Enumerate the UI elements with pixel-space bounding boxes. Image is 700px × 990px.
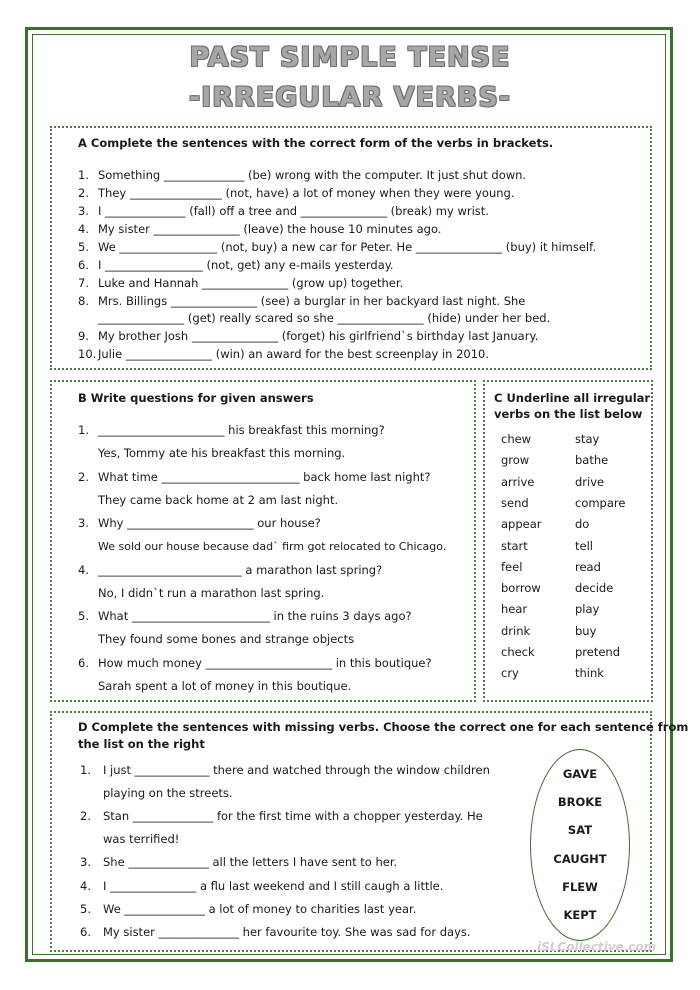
section-d-heading-line1: D Complete the sentences with missing verbs. Choose the correct one for each sentence from (78, 720, 689, 734)
option-word: FLEW (562, 880, 598, 894)
verb-word: decide (575, 581, 614, 595)
verb-word: compare (575, 496, 626, 510)
verb-word: borrow (501, 581, 541, 595)
a-item-text: I _________________ (not, get) any e-mails yesterday. (98, 258, 394, 272)
verb-word: pretend (575, 645, 621, 659)
a-item-number: 8. (78, 294, 89, 308)
b-question: What ________________________ in the ruins 3 days ago? (98, 609, 412, 623)
a-item-text: Something ______________ (be) wrong with the computer. It just shut down. (98, 168, 527, 182)
b-question: Why ______________________ our house? (98, 516, 321, 530)
option-word: BROKE (557, 795, 603, 809)
b-question: How much money ______________________ in this boutique? (98, 656, 432, 670)
b-item-number: 2. (78, 470, 89, 484)
verb-word: feel (501, 560, 523, 574)
a-item-number: 6. (78, 258, 89, 272)
verb-word: arrive (501, 475, 535, 489)
a-item-number: 9. (78, 329, 89, 343)
a-item-text: We _________________ (not, buy) a new car for Peter. He _______________ (buy) it himself. (98, 240, 596, 254)
verb-word: check (501, 645, 535, 659)
d-item-text: My sister ______________ her favourite toy. She was sad for days. (103, 925, 471, 939)
a-item-number: 7. (78, 276, 89, 290)
b-answer: They came back home at 2 am last night. (98, 493, 339, 507)
b-answer: We sold our house because dad` firm got relocated to Chicago. (98, 540, 447, 553)
d-item-text: She ______________ all the letters I have sent to her. (103, 855, 398, 869)
verb-word: stay (575, 432, 600, 446)
verb-word: buy (575, 624, 597, 638)
b-question: What time ________________________ back home last night? (98, 470, 431, 484)
b-item-number: 6. (78, 656, 89, 670)
d-item-text-continued: playing on the streets. (103, 786, 233, 800)
verb-word: grow (501, 453, 530, 467)
section-b-heading: B Write questions for given answers (78, 391, 314, 405)
b-item-number: 5. (78, 609, 89, 623)
a-item-number: 4. (78, 222, 89, 236)
d-item-text: We ______________ a lot of money to charities last year. (103, 902, 417, 916)
verb-word: tell (575, 539, 593, 553)
a-item-text: My sister _______________ (leave) the house 10 minutes ago. (98, 222, 442, 236)
b-answer: Sarah spent a lot of money in this boutique. (98, 679, 352, 693)
b-question: _________________________ a marathon last spring? (98, 563, 383, 577)
verb-word: chew (501, 432, 532, 446)
b-item-number: 1. (78, 423, 89, 437)
option-word: SAT (567, 823, 593, 837)
d-item-number: 1. (80, 763, 91, 777)
a-item-text: Luke and Hannah _______________ (grow up) together. (98, 276, 404, 290)
a-item-number: 5. (78, 240, 89, 254)
verb-word: do (575, 517, 590, 531)
b-item-number: 4. (78, 563, 89, 577)
a-item-number: 2. (78, 186, 89, 200)
verb-word: bathe (575, 453, 609, 467)
page-title-line2: -IRREGULAR VERBS- (188, 82, 511, 113)
a-item-text: Julie _______________ (win) an award for the best screenplay in 2010. (98, 347, 490, 361)
verb-word: hear (501, 602, 528, 616)
a-item-text: My brother Josh _______________ (forget) his girlfriend`s birthday last January. (98, 329, 539, 343)
verb-word: think (575, 666, 604, 680)
a-item-text: They ________________ (not, have) a lot of money when they were young. (98, 186, 515, 200)
b-answer: They found some bones and strange objects (98, 632, 355, 646)
option-word: GAVE (562, 767, 598, 781)
option-word: KEPT (563, 908, 597, 922)
section-c-heading-line2: verbs on the list below (494, 407, 643, 421)
d-item-number: 3. (80, 855, 91, 869)
d-item-text: I just _____________ there and watched through the window children (103, 763, 490, 777)
a-item-number: 1. (78, 168, 89, 182)
d-item-text-continued: was terrified! (103, 832, 180, 846)
watermark: iSLCollective.com (537, 940, 657, 954)
verb-word: cry (501, 666, 519, 680)
d-item-text: Stan ______________ for the first time with a chopper yesterday. He (103, 809, 483, 823)
b-answer: No, I didn`t run a marathon last spring. (98, 586, 325, 600)
a-item-number: 10. (78, 347, 97, 361)
d-item-number: 4. (80, 879, 91, 893)
a-item-text-continued: _______________ (get) really scared so she _______________ (hide) under her bed. (98, 311, 551, 325)
a-item-text: I ______________ (fall) off a tree and _______________ (break) my wrist. (98, 204, 489, 218)
section-d-heading-line2: the list on the right (78, 737, 205, 751)
a-item-number: 3. (78, 204, 89, 218)
verb-word: send (501, 496, 529, 510)
verb-word: drive (575, 475, 605, 489)
d-item-number: 5. (80, 902, 91, 916)
d-item-text: I _______________ a flu last weekend and I still caugh a little. (103, 879, 444, 893)
verb-word: drink (501, 624, 531, 638)
option-word: CAUGHT (553, 852, 607, 866)
section-a-heading: A Complete the sentences with the correct form of the verbs in brackets. (78, 136, 554, 150)
b-item-number: 3. (78, 516, 89, 530)
verb-word: start (501, 539, 528, 553)
verb-word: read (575, 560, 601, 574)
b-question: ______________________ his breakfast this morning? (98, 423, 385, 437)
d-item-number: 6. (80, 925, 91, 939)
section-c-heading-line1: C Underline all irregular (494, 391, 651, 405)
verb-word: play (575, 602, 600, 616)
b-answer: Yes, Tommy ate his breakfast this morning. (98, 446, 346, 460)
verb-word: appear (501, 517, 542, 531)
page-title-line1: PAST SIMPLE TENSE (189, 42, 511, 73)
a-item-text: Mrs. Billings _______________ (see) a burglar in her backyard last night. She (98, 294, 526, 308)
d-item-number: 2. (80, 809, 91, 823)
